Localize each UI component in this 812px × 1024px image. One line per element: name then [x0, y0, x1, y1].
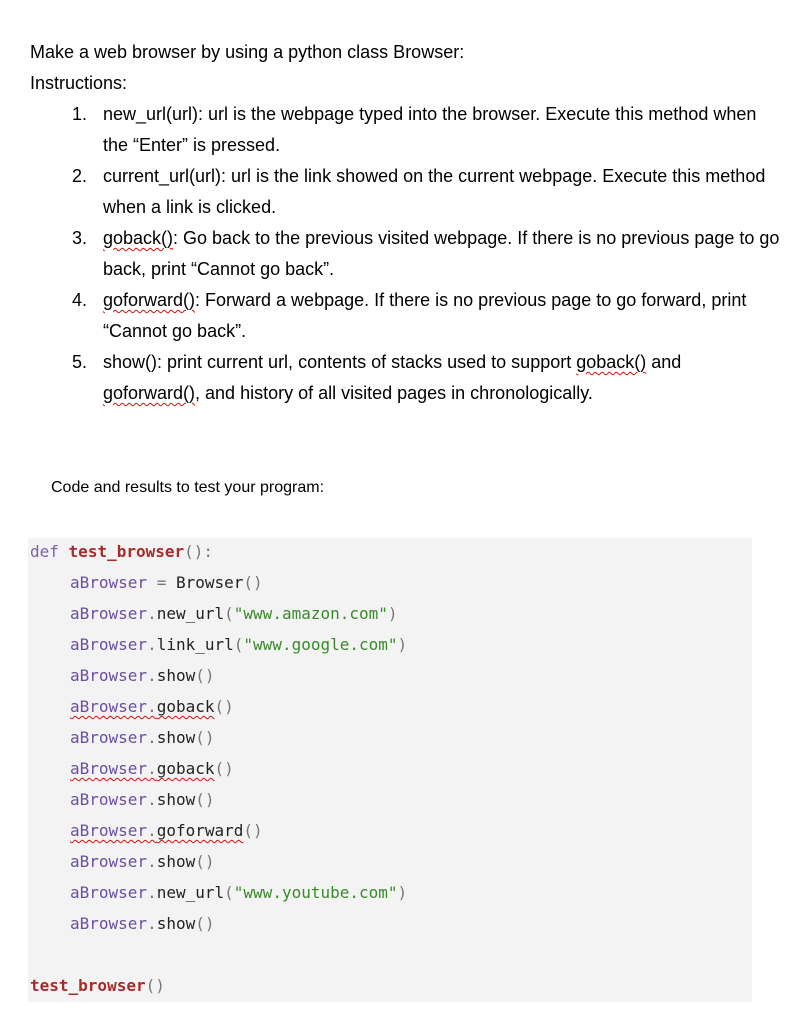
code-punctuation: ) [397, 883, 408, 902]
code-object: aBrowser [70, 573, 148, 592]
code-method: new_url [156, 604, 225, 623]
code-method: link_url [156, 635, 234, 654]
item-number: 4. [72, 290, 88, 310]
instruction-item [0, 99, 780, 161]
code-punctuation: () [195, 852, 215, 871]
item-number: 5. [72, 352, 88, 372]
code-method: goback [156, 759, 215, 778]
instruction-item [0, 347, 780, 409]
method-description: : print current url, contents of stacks used to support [157, 352, 577, 372]
code-object: aBrowser [70, 604, 148, 623]
code-line [70, 724, 215, 755]
code-punctuation: . [147, 914, 157, 933]
method-name: show() [103, 352, 158, 372]
code-string: "www.google.com" [243, 635, 398, 654]
code-function-call: test_browser [30, 976, 146, 995]
code-line [30, 972, 165, 1003]
code-object: aBrowser [70, 821, 148, 840]
code-punctuation: ) [387, 604, 398, 623]
code-line [30, 538, 213, 569]
code-line [70, 786, 215, 817]
method-description: : Forward a webpage. If there is no previous page to go forward, print “Cannot go back”. [103, 290, 747, 341]
code-punctuation: ( [233, 635, 244, 654]
code-function-name: test_browser [68, 542, 185, 561]
code-punctuation: () [214, 697, 234, 716]
code-punctuation: . [147, 728, 157, 747]
code-string: "www.youtube.com" [233, 883, 398, 902]
code-punctuation: . [147, 666, 157, 685]
code-block [28, 538, 752, 1002]
method-name: goback() [103, 228, 174, 248]
code-method: show [156, 728, 196, 747]
code-line [70, 600, 398, 631]
code-line [70, 817, 263, 848]
code-object: aBrowser [70, 759, 148, 778]
method-description: , and history of all visited pages in chronologically. [195, 383, 593, 403]
code-punctuation: . [147, 790, 157, 809]
code-punctuation: () [243, 821, 263, 840]
item-number: 3. [72, 228, 88, 248]
code-object: aBrowser [70, 728, 148, 747]
method-description: and [646, 352, 682, 372]
code-method: goback [156, 697, 215, 716]
method-reference: goforward() [103, 383, 196, 403]
code-caption: Code and results to test your program: [51, 479, 325, 496]
code-object: aBrowser [70, 790, 148, 809]
code-punctuation: . [147, 635, 157, 654]
code-line [70, 631, 407, 662]
code-object: aBrowser [70, 697, 148, 716]
code-line [70, 910, 215, 941]
code-punctuation: ) [397, 635, 408, 654]
code-keyword: def [30, 542, 59, 561]
method-name: current_url(url) [103, 166, 222, 186]
code-line [70, 848, 215, 879]
code-punctuation: . [147, 697, 157, 716]
item-number: 1. [72, 104, 88, 124]
code-punctuation: () [243, 573, 263, 592]
code-operator: = [147, 573, 176, 592]
method-reference: goback() [576, 352, 647, 372]
code-punctuation: () [195, 728, 215, 747]
item-number: 2. [72, 166, 88, 186]
instruction-item [0, 285, 780, 347]
code-object: aBrowser [70, 635, 148, 654]
code-string: "www.amazon.com" [233, 604, 388, 623]
instruction-item [0, 223, 780, 285]
code-object: aBrowser [70, 852, 148, 871]
code-line [70, 755, 234, 786]
code-punctuation: (): [184, 542, 214, 561]
code-method: show [156, 790, 196, 809]
code-line [70, 569, 263, 600]
code-punctuation: ( [224, 883, 234, 902]
code-punctuation: . [147, 604, 157, 623]
method-description: : url is the link showed on the current webpage. Execute this method when a link is clicked. [103, 166, 766, 217]
code-punctuation: () [145, 976, 165, 995]
code-line [70, 879, 407, 910]
method-name: new_url(url) [103, 104, 199, 124]
code-method: show [156, 852, 196, 871]
code-punctuation: . [147, 759, 157, 778]
code-object: aBrowser [70, 666, 148, 685]
code-punctuation: . [147, 883, 157, 902]
code-punctuation: () [195, 666, 215, 685]
code-punctuation: () [195, 914, 215, 933]
code-method: goforward [156, 821, 244, 840]
code-punctuation: () [214, 759, 234, 778]
instruction-list [0, 99, 780, 409]
code-method: show [156, 666, 196, 685]
code-class: Browser [175, 573, 244, 592]
code-method: new_url [156, 883, 225, 902]
instruction-item [0, 161, 780, 223]
method-description: : Go back to the previous visited webpage. If there is no previous page to go back, print “Cannot go back”. [103, 228, 780, 279]
code-object: aBrowser [70, 883, 148, 902]
code-punctuation: () [195, 790, 215, 809]
instructions-heading: Instructions: [30, 73, 128, 93]
method-description: : url is the webpage typed into the browser. Execute this method when the “Enter” is pressed. [103, 104, 757, 155]
code-punctuation: . [147, 852, 157, 871]
code-method: show [156, 914, 196, 933]
code-line [70, 693, 234, 724]
code-punctuation: ( [224, 604, 234, 623]
code-object: aBrowser [70, 914, 148, 933]
code-line [70, 662, 215, 693]
method-name: goforward() [103, 290, 196, 310]
code-punctuation: . [147, 821, 157, 840]
intro-line-1: Make a web browser by using a python class Browser: [30, 42, 465, 62]
